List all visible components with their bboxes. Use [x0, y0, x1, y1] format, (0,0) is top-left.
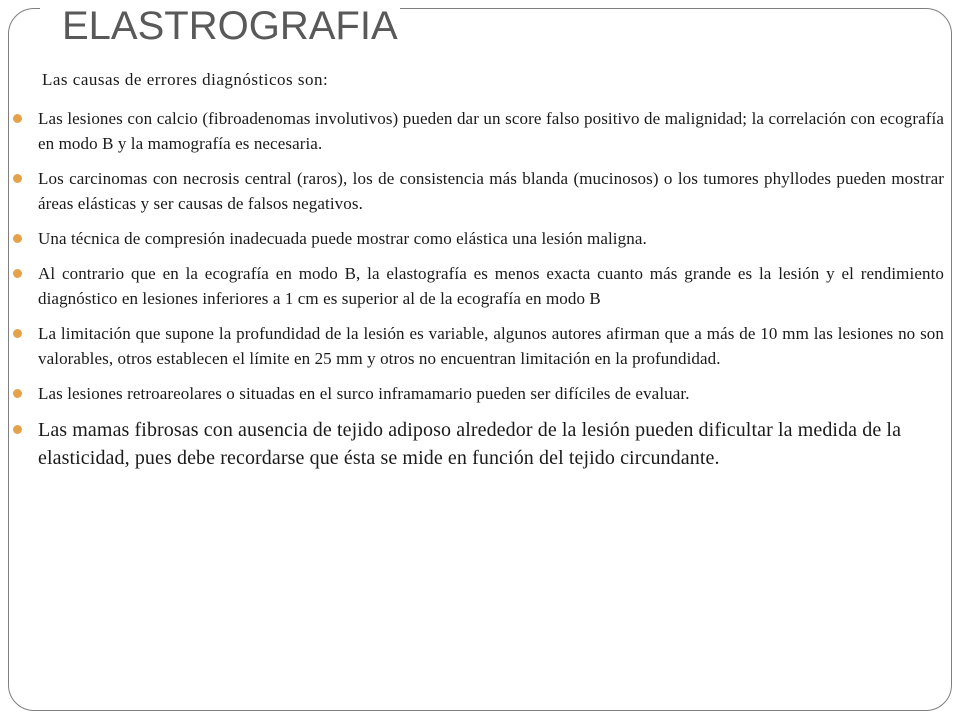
intro-text: Las causas de errores diagnósticos son:: [42, 70, 329, 89]
bullet-text: Las lesiones retroareolares o situadas en el surco inframamario pueden ser difíciles de evaluar.: [38, 384, 690, 403]
bullet-dot-icon: [13, 234, 22, 243]
bullet-item-3: [38, 226, 944, 251]
slide-title: ELASTROGRAFIA: [62, 4, 398, 48]
bullet-dot-icon: [13, 329, 22, 338]
bullet-dot-icon: [13, 269, 22, 278]
bullet-text: Las lesiones con calcio (fibroadenomas involutivos) pueden dar un score falso positivo de malignidad; la correlación con ecografía en modo B y la mamografía es necesaria.: [38, 109, 944, 153]
bullet-item-7: [38, 416, 944, 472]
bullet-text: La limitación que supone la profundidad de la lesión es variable, algunos autores afirman que a más de 10 mm las lesiones no son valorables, otros establecen el límite en 25 mm y otros no encuentran limitación en la profundidad.: [38, 324, 944, 368]
bullet-dot-icon: [13, 389, 22, 398]
bullet-list: [38, 106, 944, 482]
bullet-text: Una técnica de compresión inadecuada puede mostrar como elástica una lesión maligna.: [38, 229, 647, 248]
bullet-item-5: [38, 321, 944, 371]
bullet-item-6: [38, 381, 944, 406]
bullet-dot-icon: [13, 174, 22, 183]
bullet-dot-icon: [13, 425, 22, 434]
bullet-text: Al contrario que en la ecografía en modo B, la elastografía es menos exacta cuanto más grande es la lesión y el rendimiento diagnóstico en lesiones inferiores a 1 cm es superior al de la ecografía en modo B: [38, 264, 944, 308]
bullet-dot-icon: [13, 114, 22, 123]
bullet-text: Las mamas fibrosas con ausencia de tejido adiposo alrededor de la lesión pueden dificultar la medida de la elasticidad, pues debe recordarse que ésta se mide en función del tejido circundante.: [38, 419, 902, 469]
bullet-item-2: [38, 166, 944, 216]
bullet-item-4: [38, 261, 944, 311]
bullet-item-1: [38, 106, 944, 156]
bullet-text: Los carcinomas con necrosis central (raros), los de consistencia más blanda (mucinosos) o los tumores phyllodes pueden mostrar áreas elásticas y ser causas de falsos negativos.: [38, 169, 944, 213]
